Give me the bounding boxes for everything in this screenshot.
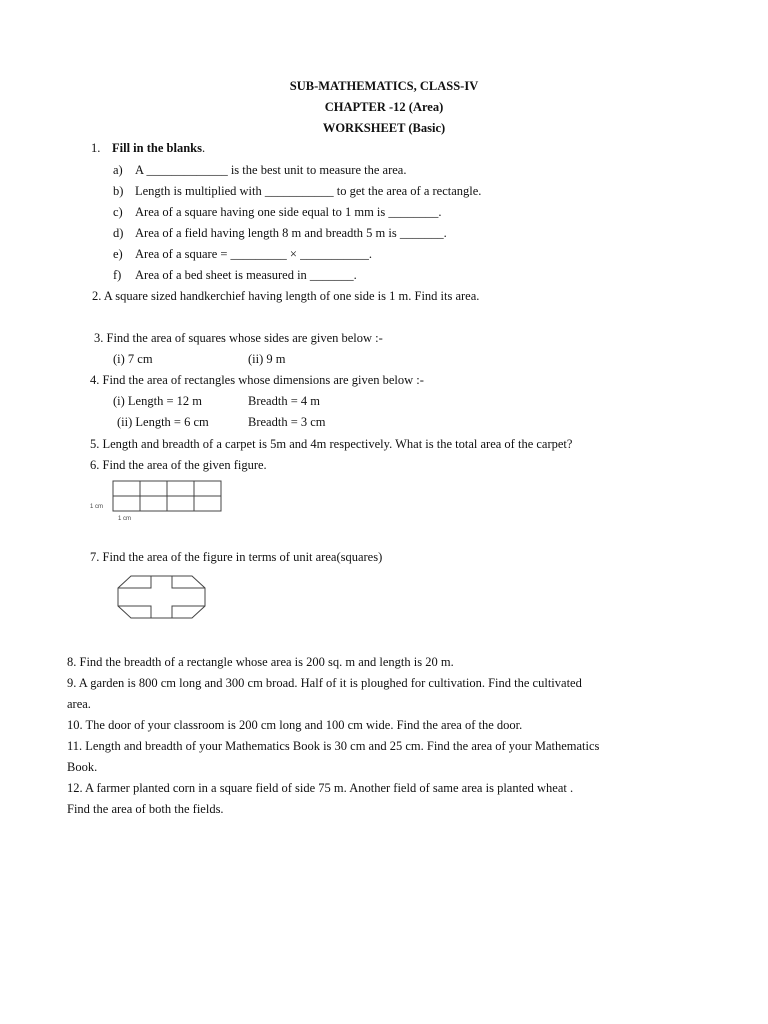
q1-item-text: A _____________ is the best unit to measure the area. xyxy=(135,163,407,177)
q7-cross-figure xyxy=(116,572,208,622)
q1-title: Fill in the blanks xyxy=(112,141,202,155)
q1-item-label: a) xyxy=(113,163,123,177)
q4-row2-breadth: Breadth = 3 cm xyxy=(248,415,326,429)
q9-text-line1: 9. A garden is 800 cm long and 300 cm broad. Half of it is ploughed for cultivation. Find the cultivated xyxy=(67,676,582,690)
q5-text: 5. Length and breadth of a carpet is 5m and 4m respectively. What is the total area of the carpet? xyxy=(90,437,573,451)
worksheet-type-title: WORKSHEET (Basic) xyxy=(322,121,446,135)
q10-text: 10. The door of your classroom is 200 cm long and 100 cm wide. Find the area of the door. xyxy=(67,718,523,732)
q1-item-label: b) xyxy=(113,184,124,198)
q6-bottom-label: 1 cm xyxy=(118,516,132,522)
q12-text-line1: 12. A farmer planted corn in a square field of side 75 m. Another field of same area is planted wheat . xyxy=(67,781,574,795)
q1-item-text: Area of a bed sheet is measured in _______. xyxy=(135,268,357,282)
worksheet-chapter-title: CHAPTER -12 (Area) xyxy=(324,100,444,114)
q6-grid-figure xyxy=(88,478,228,524)
q9-text-line2: area. xyxy=(67,697,91,711)
q3-option-1: (i) 7 cm xyxy=(113,352,153,366)
q1-item-text: Area of a field having length 8 m and breadth 5 m is _______. xyxy=(135,226,447,240)
q1-heading xyxy=(112,140,205,156)
q7-text: 7. Find the area of the figure in terms of unit area(squares) xyxy=(90,550,383,564)
q1-item-text: Length is multiplied with ___________ to get the area of a rectangle. xyxy=(135,184,482,198)
q1-number: 1. xyxy=(91,141,101,155)
q6-text: 6. Find the area of the given figure. xyxy=(90,458,267,472)
q1-item-label: d) xyxy=(113,226,124,240)
q4-text: 4. Find the area of rectangles whose dimensions are given below :- xyxy=(90,373,424,387)
q1-item-label: f) xyxy=(113,268,122,282)
q11-text-line2: Book. xyxy=(67,760,98,774)
q1-title-end: . xyxy=(201,141,206,155)
q1-item-text: Area of a square having one side equal to 1 mm is ________. xyxy=(135,205,442,219)
q12-text-line2: Find the area of both the fields. xyxy=(67,802,224,816)
q1-item-text: Area of a square = _________ × ___________. xyxy=(135,247,372,261)
q3-text: 3. Find the area of squares whose sides are given below :- xyxy=(94,331,383,345)
q6-side-label: 1 cm xyxy=(90,504,104,510)
q1-item-label: e) xyxy=(113,247,123,261)
q4-row2-length: (ii) Length = 6 cm xyxy=(117,415,209,429)
q4-row1-length: (i) Length = 12 m xyxy=(113,394,202,408)
q4-row1-breadth: Breadth = 4 m xyxy=(248,394,320,408)
worksheet-subject-title: SUB-MATHEMATICS, CLASS-IV xyxy=(289,79,479,93)
q1-item-label: c) xyxy=(113,205,123,219)
q11-text-line1: 11. Length and breadth of your Mathematics Book is 30 cm and 25 cm. Find the area of your Mathematics xyxy=(67,739,600,753)
q3-option-2: (ii) 9 m xyxy=(248,352,286,366)
q2-text: 2. A square sized handkerchief having length of one side is 1 m. Find its area. xyxy=(92,289,480,303)
q8-text: 8. Find the breadth of a rectangle whose area is 200 sq. m and length is 20 m. xyxy=(67,655,454,669)
